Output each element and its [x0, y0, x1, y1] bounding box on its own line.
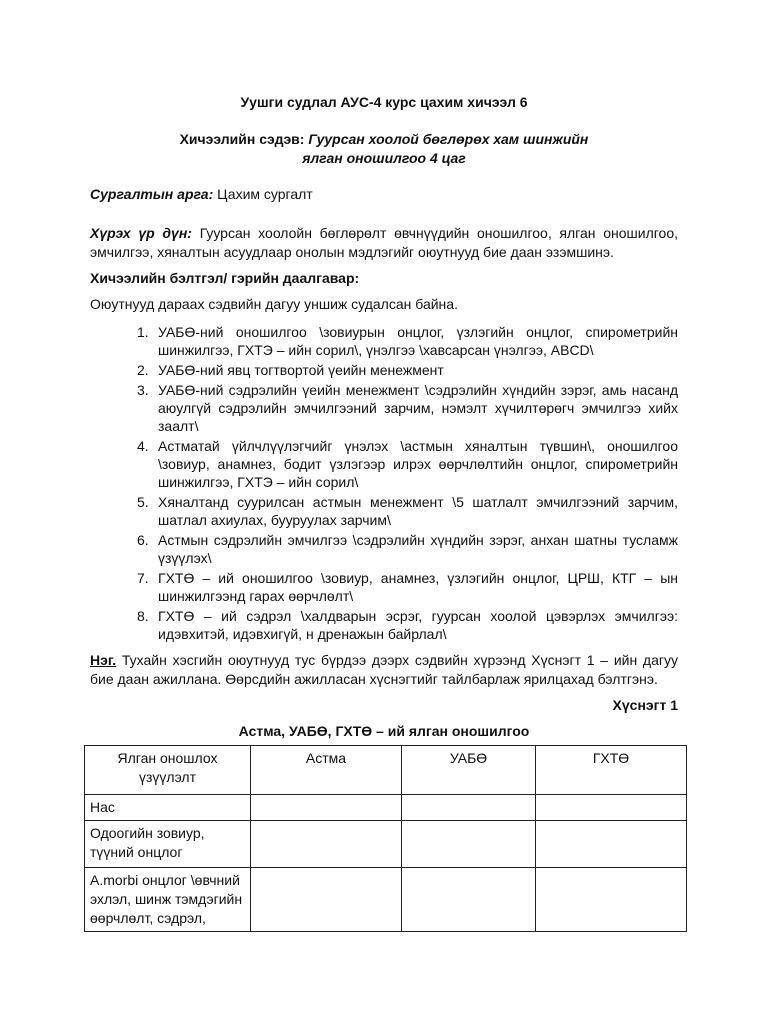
list-item-number: 4. — [137, 438, 149, 454]
table-cell — [536, 868, 687, 932]
table-cell — [402, 795, 536, 821]
table-row — [85, 795, 687, 821]
table-number: Хүснэгт 1 — [612, 697, 678, 713]
teaching-method — [90, 186, 313, 202]
list-item-text: УАБӨ-ний явц тогтвортой үеийн менежмент — [158, 362, 444, 378]
list-item-text: Астмын сэдрэлийн эмчилгээ \сэдрэлийн хүндийн зэрэг, анхан шатны тусламж үзүүлэх\ — [158, 532, 678, 566]
outcome-label: Хүрэх үр дүн: — [90, 225, 192, 241]
table-header-cell: Астма — [251, 746, 402, 795]
list-item-number: 8. — [137, 608, 149, 624]
table-cell: Нас — [85, 795, 251, 821]
prep-intro: Оюутнууд дараах сэдвийн дагуу уншиж судалсан байна. — [90, 296, 458, 312]
list-item — [129, 361, 678, 379]
table-cell: Одоогийн зовиур, түүний онцлог — [85, 821, 251, 868]
assignment-paragraph — [90, 651, 678, 689]
list-item-number: 1. — [137, 324, 149, 340]
topic-text-line2: ялган оношилгоо 4 цаг — [302, 150, 466, 166]
table-cell — [251, 795, 402, 821]
differential-diagnosis-table — [84, 745, 687, 932]
method-label: Сургалтын арга: — [90, 186, 214, 202]
table-header-cell: УАБӨ — [402, 746, 536, 795]
list-item — [129, 607, 678, 643]
list-item-number: 7. — [137, 570, 149, 586]
list-item — [129, 323, 678, 359]
table-cell — [536, 821, 687, 868]
table-cell — [402, 868, 536, 932]
document-title: Уушги судлал АУС-4 курс цахим хичээл 6 — [240, 94, 528, 110]
list-item-number: 3. — [137, 382, 149, 398]
list-item-number: 6. — [137, 532, 149, 548]
outcome-text: Гуурсан хоолойн бөглөрөлт өвчнүүдийн оношилгоо, ялган оношилгоо, эмчилгээ, хяналтын асуудлаар онолын мэдлэгийг оюутнууд бие даан эзэмшинэ. — [90, 225, 678, 260]
list-item — [129, 493, 678, 529]
topic-label: Хичээлийн сэдэв: — [179, 131, 305, 147]
table-title: Астма, УАБӨ, ГХТӨ – ий ялган оношилгоо — [238, 723, 530, 739]
table-cell: A.morbi онцлог \өвчний эхлэл, шинж тэмдэгийн өөрчлөлт, сэдрэл, — [85, 868, 251, 932]
list-item — [129, 531, 678, 567]
table-cell — [251, 821, 402, 868]
method-value: Цахим сургалт — [217, 186, 313, 202]
list-item-text: УАБӨ-ний оношилгоо \зовиурын онцлог, үзлэгийн онцлог, спирометрийн шинжилгээ, ГХТЭ – ийн сорил\, үнэлгээ \хавсарсан үнэлгээ, ABCD\ — [158, 324, 678, 358]
task-list — [129, 323, 678, 645]
prep-heading: Хичээлийн бэлтгэл/ гэрийн даалгавар: — [90, 270, 360, 286]
lesson-topic-line1 — [0, 131, 768, 147]
list-item-text: УАБӨ-ний сэдрэлийн үеийн менежмент \сэдрэлийн хүндийн зэрэг, амь насанд аюулгүй сэдрэлийн эмчилгээний зарчим, нэмэлт хүчилтөрөгч эмчилгээ хийх заалт\ — [158, 382, 678, 434]
list-item-number: 2. — [137, 362, 149, 378]
list-item-text: Хяналтанд суурилсан астмын менежмент \5 шатлалт эмчилгээний зарчим, шатлал ахиулах, бууруулах зарчим\ — [158, 494, 678, 528]
list-item-text: Астматай үйлчлүүлэгчийг үнэлэх \астмын хяналтын түвшин\, оношилгоо \зовиур, анамнез, бодит үзлэгээр илрэх өөрчлөлтийн онцлог, спирометрийн шинжилгээ, ГХТЭ – ийн сорил\ — [158, 438, 678, 490]
assignment-label: Нэг. — [90, 652, 117, 668]
list-item-text: ГХТӨ – ий сэдрэл \халдварын эсрэг, гуурсан хоолой цэвэрлэх эмчилгээ: идэвхитэй, идэвхигүй, н дренажын байрлал\ — [158, 608, 678, 642]
list-item-number: 5. — [137, 494, 149, 510]
table-header-cell: Ялган оношлох үзүүлэлт — [85, 746, 251, 795]
list-item-text: ГХТӨ – ий оношилгоо \зовиур, анамнез, үзлэгийн онцлог, ЦРШ, КТГ – ын шинжилгээнд гарах өөрчлөлт\ — [158, 570, 678, 604]
table-header-cell: ГХТӨ — [536, 746, 687, 795]
table-cell — [251, 868, 402, 932]
learning-outcome — [90, 224, 678, 262]
table-cell — [536, 795, 687, 821]
list-item — [129, 381, 678, 435]
assignment-text: Тухайн хэсгийн оюутнууд тус бүрдээ дээрх сэдвийн хүрээнд Хүснэгт 1 – ийн дагуу бие даан ажиллана. Өөрсдийн ажилласан хүснэгтийг тайлбарлаж ярилцахад бэлтгэнэ. — [90, 652, 678, 687]
list-item — [129, 437, 678, 491]
table-header-row — [85, 746, 687, 795]
table-row — [85, 821, 687, 868]
list-item — [129, 569, 678, 605]
table-cell — [402, 821, 536, 868]
table-row — [85, 868, 687, 932]
topic-text-line1: Гуурсан хоолой бөглөрөх хам шинжийн — [308, 131, 589, 147]
